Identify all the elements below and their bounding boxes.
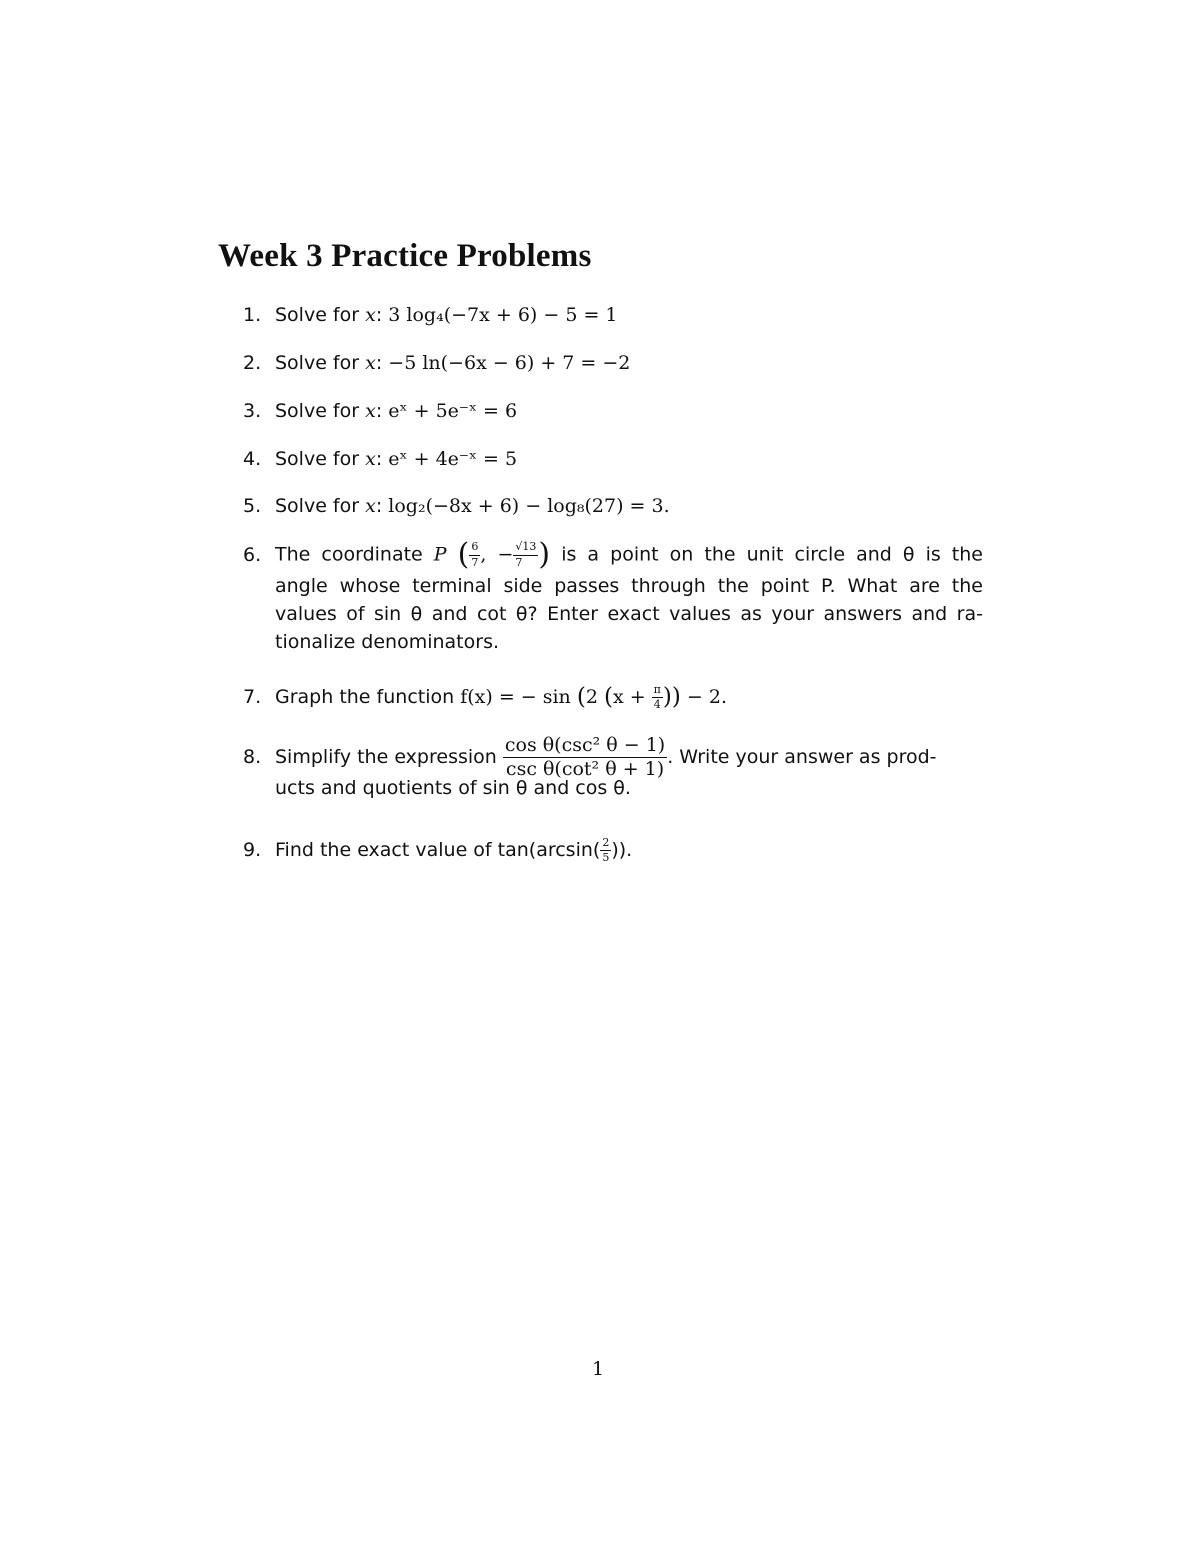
- problem-equation: 3 log₄(−7x + 6) − 5 = 1: [388, 304, 618, 326]
- problem-colon: :: [375, 400, 383, 422]
- fraction-root13-sevenths: [513, 541, 538, 568]
- problem-4: [243, 445, 983, 473]
- problem-6-line-3: values of sin θ and cot θ? Enter exact values as your answers and ra-: [275, 603, 983, 625]
- problem-9: [243, 836, 983, 864]
- function-expression: f(x) = − sin: [460, 686, 577, 708]
- right-paren: ): [662, 684, 672, 710]
- problem-number: 5.: [243, 495, 262, 517]
- problem-colon: :: [375, 304, 383, 326]
- problem-number: 9.: [243, 839, 262, 861]
- problem-3: [243, 397, 983, 425]
- problem-colon: :: [375, 352, 383, 374]
- problem-equation: eˣ + 4e⁻ˣ = 5: [388, 448, 518, 470]
- problem-number: 1.: [243, 304, 262, 326]
- problem-number: 7.: [243, 686, 262, 708]
- problem-text: . Write your answer as prod-: [667, 745, 937, 768]
- problem-prefix: Solve for: [275, 352, 366, 374]
- fraction-denominator: csc θ(cot² θ + 1): [505, 757, 665, 780]
- left-paren: (: [457, 537, 470, 572]
- right-paren: ): [671, 684, 681, 710]
- problem-5: [243, 492, 983, 520]
- problem-6-line-1: [243, 537, 983, 572]
- right-paren: ): [538, 537, 551, 572]
- problem-variable: x: [365, 400, 376, 422]
- problem-6-line-4: tionalize denominators.: [275, 631, 500, 653]
- problem-variable: x: [365, 352, 376, 374]
- fraction-two-fifths: [600, 837, 611, 864]
- problem-text: Find the exact value of tan(arcsin(: [275, 839, 601, 861]
- problem-equation: eˣ + 5e⁻ˣ = 6: [388, 400, 518, 422]
- problem-variable: x: [365, 495, 376, 517]
- problem-text-end: )).: [611, 839, 633, 861]
- fraction-numerator: √13: [513, 541, 538, 555]
- inner-expression: x +: [612, 686, 652, 708]
- page-number: 1: [592, 1358, 605, 1380]
- problem-number: 4.: [243, 448, 262, 470]
- problem-text: The coordinate: [275, 543, 434, 566]
- function-tail: − 2.: [680, 686, 728, 708]
- fraction-pi-fourths: [652, 684, 663, 711]
- problem-prefix: Solve for: [275, 495, 366, 517]
- problem-text: is a point on the unit circle and θ is the: [550, 543, 983, 566]
- problem-colon: :: [375, 495, 383, 517]
- problem-prefix: Solve for: [275, 400, 366, 422]
- problem-2: [243, 349, 983, 377]
- fraction-numerator: cos θ(csc² θ − 1): [504, 734, 666, 756]
- problem-equation: −5 ln(−6x − 6) + 7 = −2: [388, 352, 631, 374]
- problem-6-line-2: angle whose terminal side passes through the point P. What are the: [275, 575, 983, 597]
- left-paren: (: [603, 684, 613, 710]
- fraction-denominator: 5: [602, 851, 610, 864]
- fraction-denominator: 4: [653, 698, 661, 711]
- problem-variable: x: [365, 448, 376, 470]
- problem-8: [243, 735, 983, 802]
- fraction-numerator: 6: [469, 541, 480, 555]
- problem-7: [243, 683, 983, 711]
- fraction-six-sevenths: [469, 541, 480, 568]
- problem-prefix: Solve for: [275, 448, 366, 470]
- fraction-numerator: π: [652, 684, 663, 698]
- problem-number: 6.: [243, 543, 262, 566]
- fraction-numerator: 2: [600, 837, 611, 851]
- problem-6: [243, 537, 983, 656]
- problem-equation: log₂(−8x + 6) − log₈(27) = 3.: [388, 495, 670, 517]
- problem-number: 3.: [243, 400, 262, 422]
- page-title: Week 3 Practice Problems: [218, 238, 592, 274]
- problem-colon: :: [375, 448, 383, 470]
- problem-text: Simplify the expression: [275, 745, 503, 768]
- left-paren: (: [576, 684, 586, 710]
- coefficient: 2: [585, 686, 604, 708]
- problem-variable: x: [365, 304, 376, 326]
- fraction-denominator: 7: [471, 555, 479, 569]
- problem-8-line-2: ucts and quotients of sin θ and cos θ.: [275, 776, 631, 799]
- problem-1: [243, 301, 983, 329]
- fraction-denominator: 7: [515, 555, 523, 569]
- problem-prefix: Solve for: [275, 304, 366, 326]
- problem-number: 2.: [243, 352, 262, 374]
- comma-minus: , −: [480, 543, 514, 566]
- problem-text: Graph the function: [275, 686, 461, 708]
- point-label: P: [433, 543, 447, 566]
- problem-number: 8.: [243, 745, 262, 768]
